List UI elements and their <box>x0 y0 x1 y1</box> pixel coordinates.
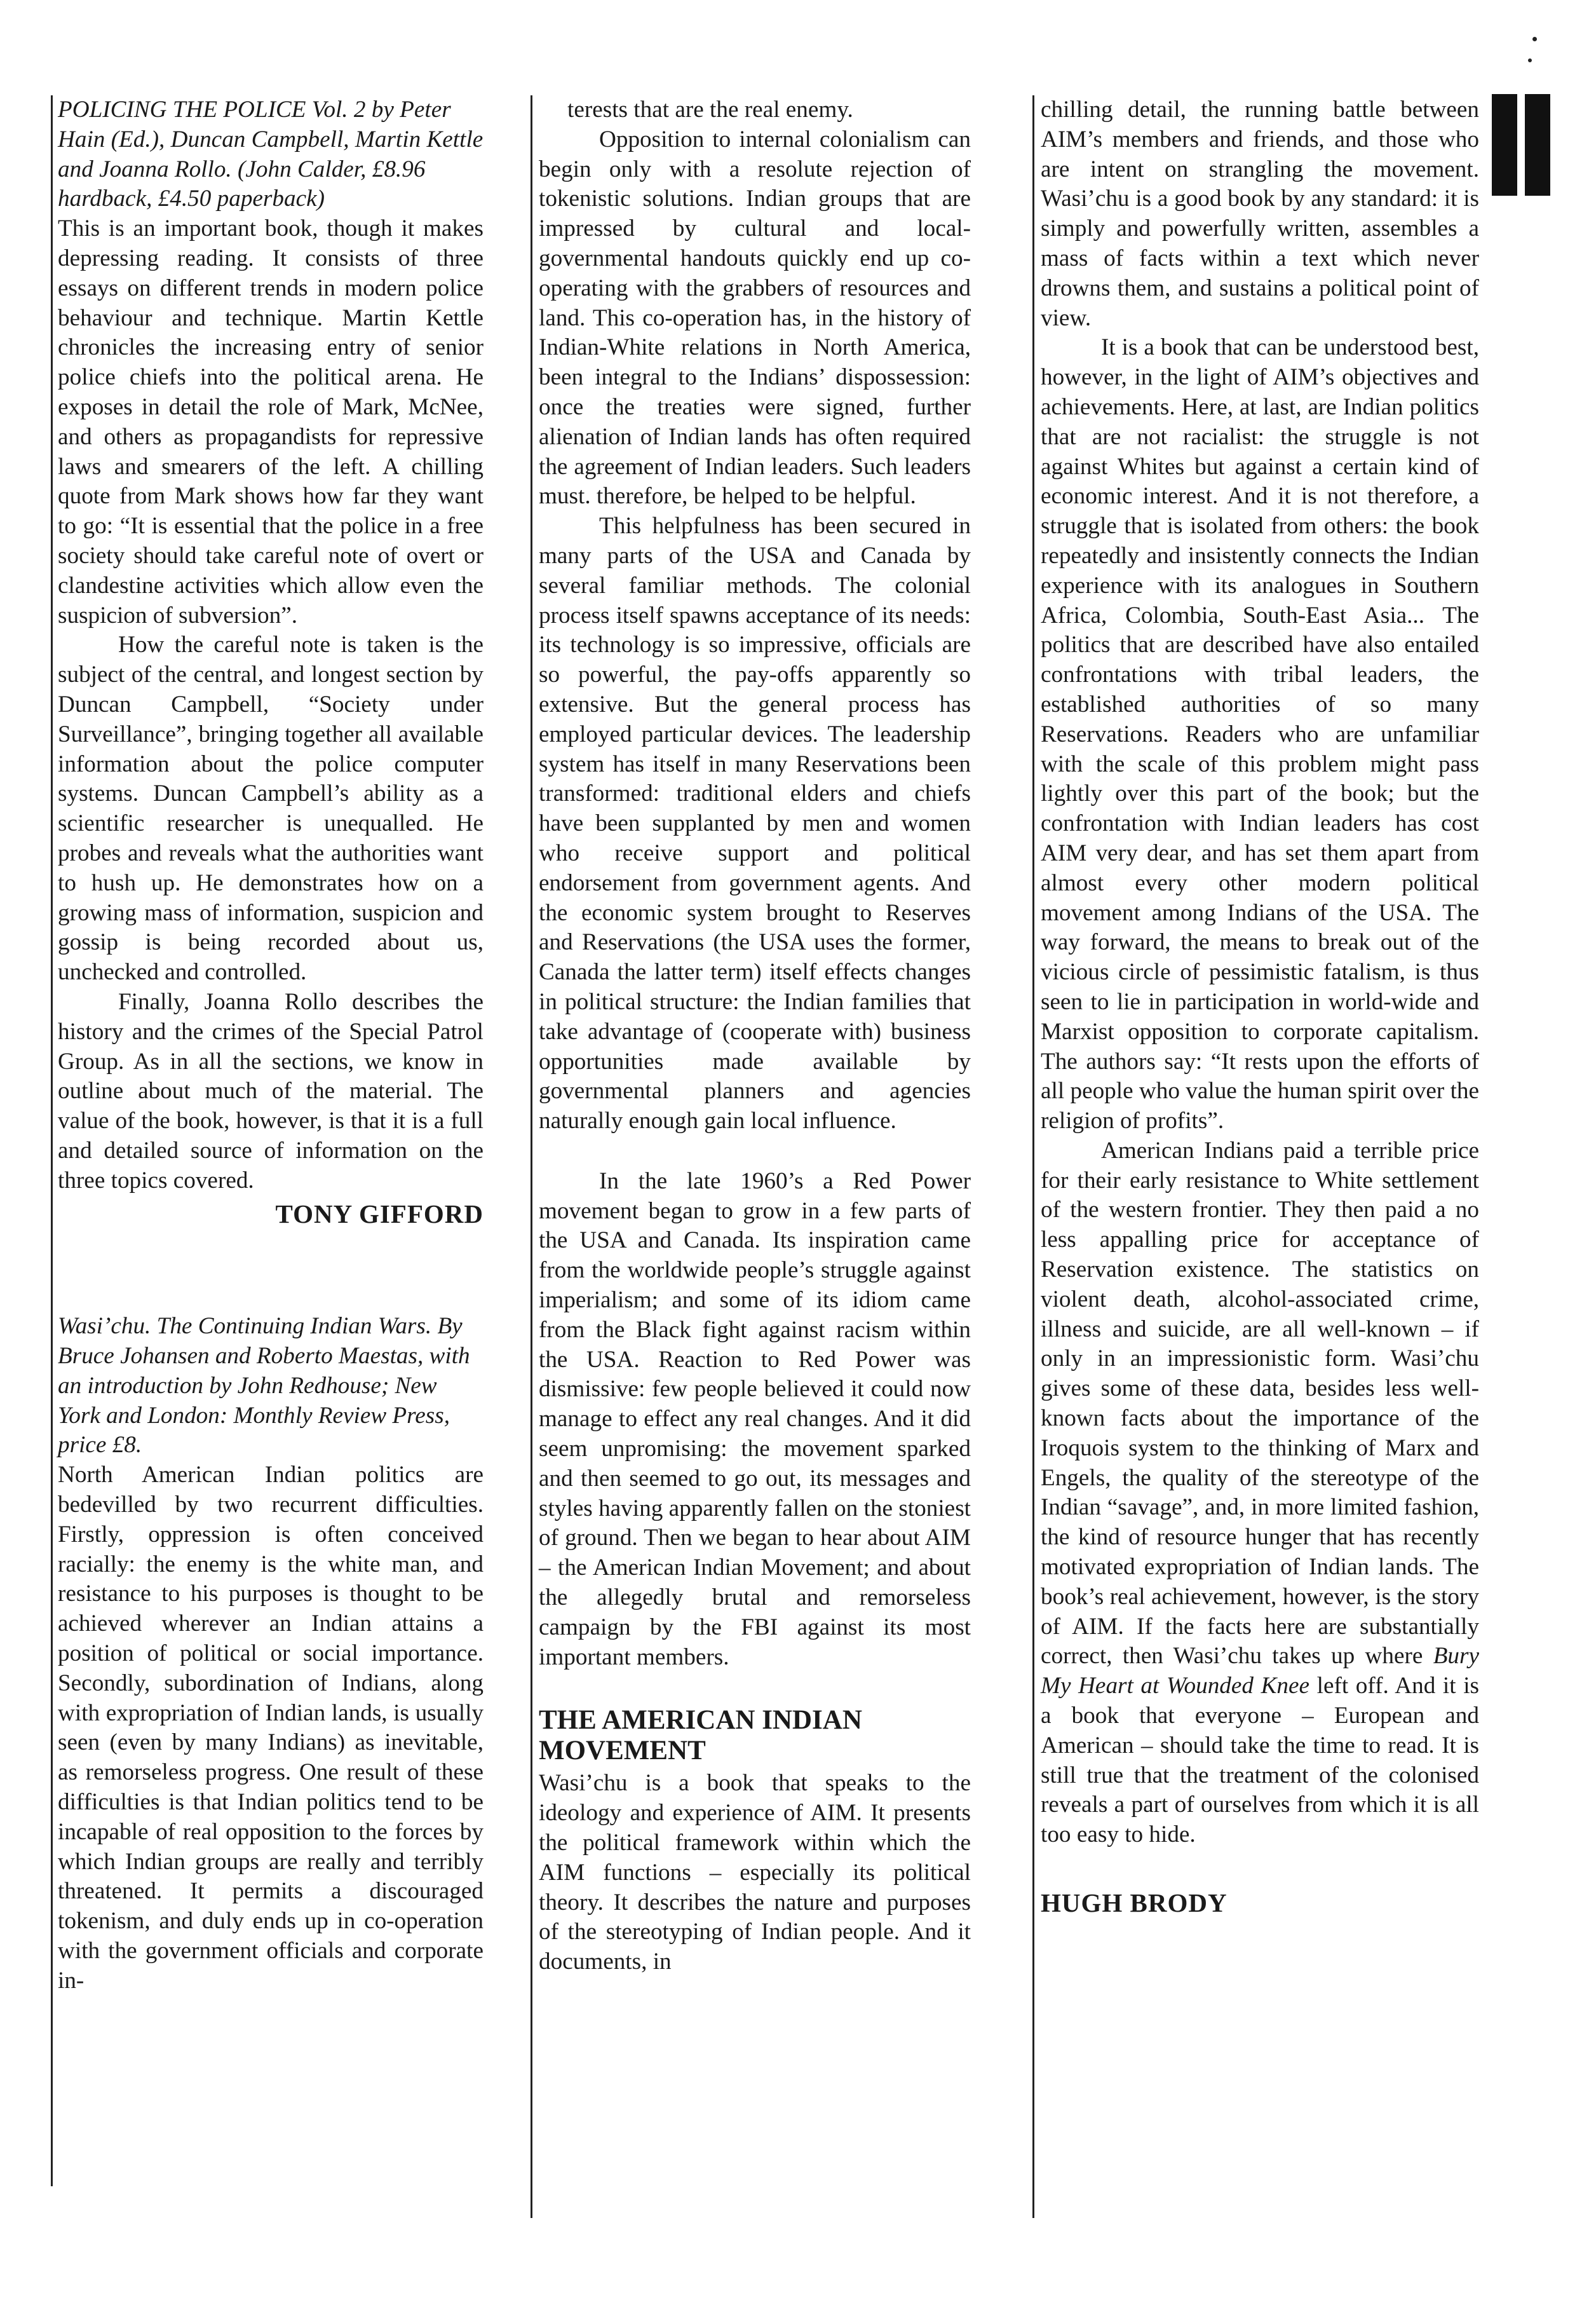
page-number-graphic <box>1492 94 1553 196</box>
paragraph-text: American Indians paid a terrible price for their early resistance to White settlement of the western frontier. They then paid a no less appalling price for acceptance of Reservation existence. The statistics on violent death, alcohol-associated crime, illness and suicide, are all well-known – if only in an impressionistic form. Wasi’chu gives some of these data, besides less well-known facts about the importance of the Iroquois system to the thinking of Marx and Engels, the quality of the stereotype of the Indian “savage”, and, in more limited fashion, the kind of resource hunger that has recently motivated expropriation of Indian lands. The book’s real achievement, however, is the story of AIM. If the facts here are substantially correct, then Wasi’chu takes up where <box>1041 1137 1479 1670</box>
review-2-byline: HUGH BRODY <box>1041 1888 1227 1918</box>
review-1-byline: TONY GIFFORD <box>275 1199 484 1229</box>
column-1 <box>51 95 484 2186</box>
review-2-paragraph: This helpfulness has been secured in many parts of the USA and Canada by several familiar methods. The colonial process itself spawns acceptance of its needs: its technology is so impressive, officials are so powerful, the pay-offs apparently so extensive. But the general process has employed particular devices. The leadership system has itself in many Reservations been transformed: traditional elders and chiefs have been supplanted by men and women who receive support and political endorsement from government agents. And the economic system brought to Reserves and Reservations (the USA uses the former, Canada the latter term) itself effects changes in political structure: the Indian families that take advantage of (cooperate with) business opportunities made available by governmental planners and agencies naturally enough gain local influence. <box>539 513 971 1134</box>
page-number <box>1493 203 1494 204</box>
review-2-header: Wasi’chu. The Continuing Indian Wars. By Bruce Johansen and Roberto Maestas, with an introduction by John Redhouse; New York and London: Monthly Review Press, price £8. <box>58 1313 470 1459</box>
paragraph-text: left off. And it is a book that everyone – European and American – should take the time to read. It is still true that the treatment of the colonised reveals a part of ourselves from which it is all too easy to hide. <box>1041 1673 1479 1848</box>
column-2 <box>531 95 971 2218</box>
review-2-paragraph: It is a book that can be understood best, however, in the light of AIM’s objectives and achievements. Here, at last, are Indian politics that are not racialist: the struggle is not against Whites but against a certain kind of economic interest. And it is not therefore, a struggle that is isolated from others: the book repeatedly and insistently connects the Indian experience with its analogues in Southern Africa, Colombia, South-East Asia... The politics that are described have also entailed confrontations with tribal leaders, the established authorities of so many Reservations. Readers who are unfamiliar with the scale of this problem might pass lightly over this part of the book; but the confrontation with Indian leaders has cost AIM very dear, and has set them apart from almost every other modern political movement among Indians of the USA. The way forward, the means to break out of the vicious circle of pessimistic fatalism, is thus seen to lie in participation in world-wide and Marxist opposition to corporate capitalism. The authors say: “It rests upon the efforts of all people who value the human spirit over the religion of profits”. <box>1041 334 1479 1134</box>
review-2-paragraph: Wasi’chu is a book that speaks to the ideology and experience of AIM. It presents the political framework within which the AIM functions – especially its political theory. It describes the nature and purposes of the stereotyping of Indian people. And it documents, in <box>539 1770 971 1975</box>
review-2-paragraph: terests that are the real enemy. <box>567 97 853 123</box>
review-1-header: POLICING THE POLICE Vol. 2 by Peter Hain (Ed.), Duncan Campbell, Martin Kettle and Joanna Rollo. (John Calder, £8.96 hardback, £4.50 paperback) <box>58 97 484 212</box>
review-2-paragraph: chilling detail, the running battle between AIM’s members and friends, and those who are intent on strangling the movement. Wasi’chu is a good book by any standard: it is simply and powerfully written, assembles a mass of facts within a text which never drowns them, and sustains a political point of view. <box>1041 97 1479 331</box>
review-2-paragraph: Opposition to internal colonialism can begin only with a resolute rejection of tokenistic solutions. Indian groups that are impressed by cultural and local-governmental handouts quickly end up co-operating with the grabbers of resources and land. This co-operation has, in the history of Indian-White relations in North America, been integral to the Indians’ dispossession: once the treaties were signed, further alienation of Indian lands has often required the agreement of Indian leaders. Such leaders must. therefore, be helped to be helpful. <box>539 126 971 510</box>
column-3 <box>1032 95 1479 2218</box>
review-1-paragraph: Finally, Joanna Rollo describes the history and the crimes of the Special Patrol Group. As in all the sections, we know in outline about much of the material. The value of the book, however, is that it is a full and detailed source of information on the three topics covered. <box>58 988 484 1194</box>
book-title: Bury My Heart at Wounded Knee <box>1041 1643 1480 1699</box>
review-2-paragraph <box>1041 1136 1479 1850</box>
review-1-paragraph: This is an important book, though it makes depressing reading. It consists of three essays on different trends in modern police behaviour and technique. Martin Kettle chronicles the increasing entry of senior police chiefs into the political arena. He exposes in detail the role of Mark, McNee, and others as propagandists for repressive laws and smearers of the left. A chilling quote from Mark shows how far they want to go: “It is essential that the police in a free society should take careful note of overt or clandestine activities which allow even the suspicion of subversion”. <box>58 215 484 629</box>
section-subhead: THE AMERICAN INDIAN MOVEMENT <box>539 1705 862 1766</box>
review-2-paragraph: In the late 1960’s a Red Power movement began to grow in a few parts of the USA and Canada. Its inspiration came from the worldwide people’s struggle against imperialism; and some of its idiom came from the Black fight against racism within the USA. Reaction to Red Power was dismissive: few people believed it could now manage to effect any real changes. And it did seem unpromising: the movement sparked and then seemed to go out, its messages and styles having apparently fallen on the stoniest of ground. Then we began to hear about AIM – the American Indian Movement; and about the allegedly brutal and remorseless campaign by the FBI against its most important members. <box>539 1167 971 1670</box>
review-2-paragraph: North American Indian politics are bedevilled by two recurrent difficulties. Firstly, oppression is often conceived racially: the enemy is the white man, and resistance to his purposes is thought to be achieved wherever an Indian attains a position of political or social importance. Secondly, subordination of Indians, along with expropriation of Indian lands, is usually seen (even by many Indians) as inevitable, as remorseless progress. One result of these difficulties is that Indian politics tend to be incapable of real opposition to the forces by which Indian groups are really and terribly threatened. It permits a discouraged tokenism, and duly ends up in co-operation with the government officials and corporate in- <box>58 1462 484 1994</box>
review-1-paragraph: How the careful note is taken is the subject of the central, and longest section by Duncan Campbell, “Society under Surveillance”, bringing together all available information about the police computer systems. Duncan Campbell’s ability as a scientific researcher is unequalled. He probes and reveals what the authorities want to hush up. He demonstrates how on a growing mass of information, suspicion and gossip is being recorded about us, unchecked and controlled. <box>58 632 484 986</box>
